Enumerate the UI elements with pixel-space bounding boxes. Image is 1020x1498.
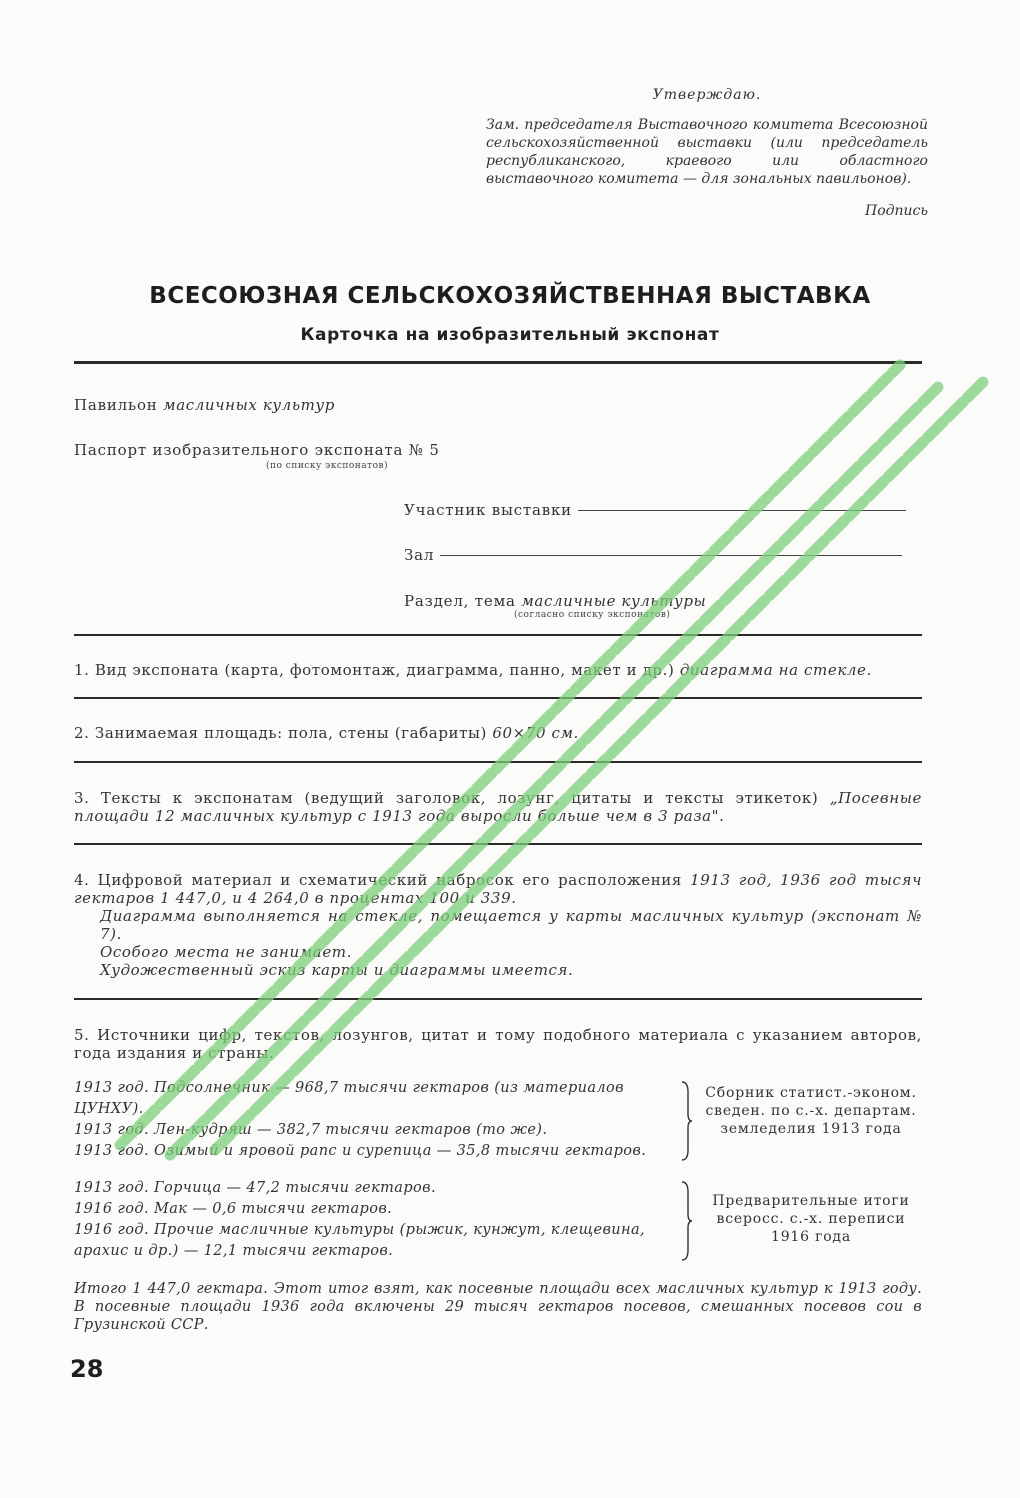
source-line: 1916 год. Мак — 0,6 тысячи гектаров. [74, 1201, 393, 1217]
passport-value: 5 [429, 441, 440, 459]
item-1-value: диаграмма на стекле. [679, 661, 872, 679]
section-label: Раздел, тема [404, 592, 516, 610]
section-value: масличные культуры [521, 592, 707, 610]
item-1-label: Вид экспоната (карта, фотомонтаж, диаграмма, панно, макет и др.) [94, 661, 675, 679]
sources-group-2-ref: Предварительные итоги всеросс. с.-х. переписи 1916 года [712, 1193, 910, 1245]
item-2-value: 60×70 см. [492, 724, 579, 742]
source-line: 1913 год. Озимый и яровой рапс и сурепица — 35,8 тысячи гектаров. [74, 1143, 647, 1159]
item-2-number: 2. [74, 724, 90, 742]
item-5-label: Источники цифр, текстов, лозунгов, цитат и тому подобного материала с указанием авторов, года издания и страны. [74, 1026, 922, 1062]
item-2-label: Занимаемая площадь: пола, стены (габариты) [94, 724, 488, 742]
pavilion-label: Павильон [74, 396, 158, 414]
source-line: 1913 год. Горчица — 47,2 тысячи гектаров. [74, 1180, 436, 1196]
approval-body: Зам. председателя Выставочного комитета Всесоюзной сельскохозяйственной выставки (или председатель республиканского, краевого или областного выставочного комитета — для зональных павильонов). [486, 117, 928, 187]
page-number: 28 [70, 1355, 104, 1383]
item-5-number: 5. [74, 1026, 90, 1044]
source-line: 1913 год. Лен-кудряш — 382,7 тысячи гектаров (то же). [74, 1122, 548, 1138]
item-4-label: Цифровой материал и схематический набросок его расположения [97, 871, 682, 889]
item-4-line-2: Особого места не занимает. [100, 943, 352, 961]
passport-label: Паспорт изобразительного экспоната № [74, 441, 424, 459]
item-4-line-1: Диаграмма выполняется на стекле, помещается у карты масличных культур (экспонат № 7). [100, 907, 922, 943]
page-subtitle: Карточка на изобразительный экспонат [300, 325, 720, 345]
sources-group-1-ref: Сборник статист.-эконом. сведен. по с.-х. департам. земледелия 1913 года [705, 1085, 917, 1137]
item-4-line-3: Художественный эскиз карты и диаграммы имеется. [100, 961, 574, 979]
passport-note: (по списку экспонатов) [266, 461, 389, 471]
approval-heading: Утверждаю. [652, 87, 762, 103]
hall-label: Зал [404, 546, 435, 564]
participant-label: Участник выставки [404, 501, 572, 519]
item-1-number: 1. [74, 661, 90, 679]
page-title: ВСЕСОЮЗНАЯ СЕЛЬСКОХОЗЯЙСТВЕННАЯ ВЫСТАВКА [149, 283, 871, 309]
approval-signature: Подпись [864, 203, 928, 219]
total-note: Итого 1 447,0 гектара. Этот итог взят, как посевные площади всех масличных культур к 1913 году. В посевные площади 1936 года включены 29 тысяч гектаров посевов, смешанных посевов сои в Грузинской ССР. [74, 1281, 922, 1333]
item-3-label: Тексты к экспонатам (ведущий заголовок, лозунг, цитаты и тексты этикеток) [100, 789, 819, 807]
item-3-number: 3. [74, 789, 90, 807]
section-note: (согласно списку экспонатов) [514, 610, 671, 620]
item-4-value: 1913 год, 1936 год тысяч гектаров 1 447,0, и 4 264,0 в процентах 100 и 339. [74, 871, 923, 907]
source-line: 1913 год. Подсолнечник — 968,7 тысячи гектаров (из материалов ЦУНХУ). [74, 1080, 625, 1117]
pavilion-value: масличных культур [163, 396, 335, 414]
source-line: 1916 год. Прочие масличные культуры (рыжик, кунжут, клещевина, арахис и др.) — 12,1 тысячи гектаров. [74, 1222, 646, 1259]
item-4-number: 4. [74, 871, 90, 889]
item-3-value: „Посевные площади 12 масличных культур с 1913 года выросли больше чем в 3 раза". [74, 789, 922, 825]
